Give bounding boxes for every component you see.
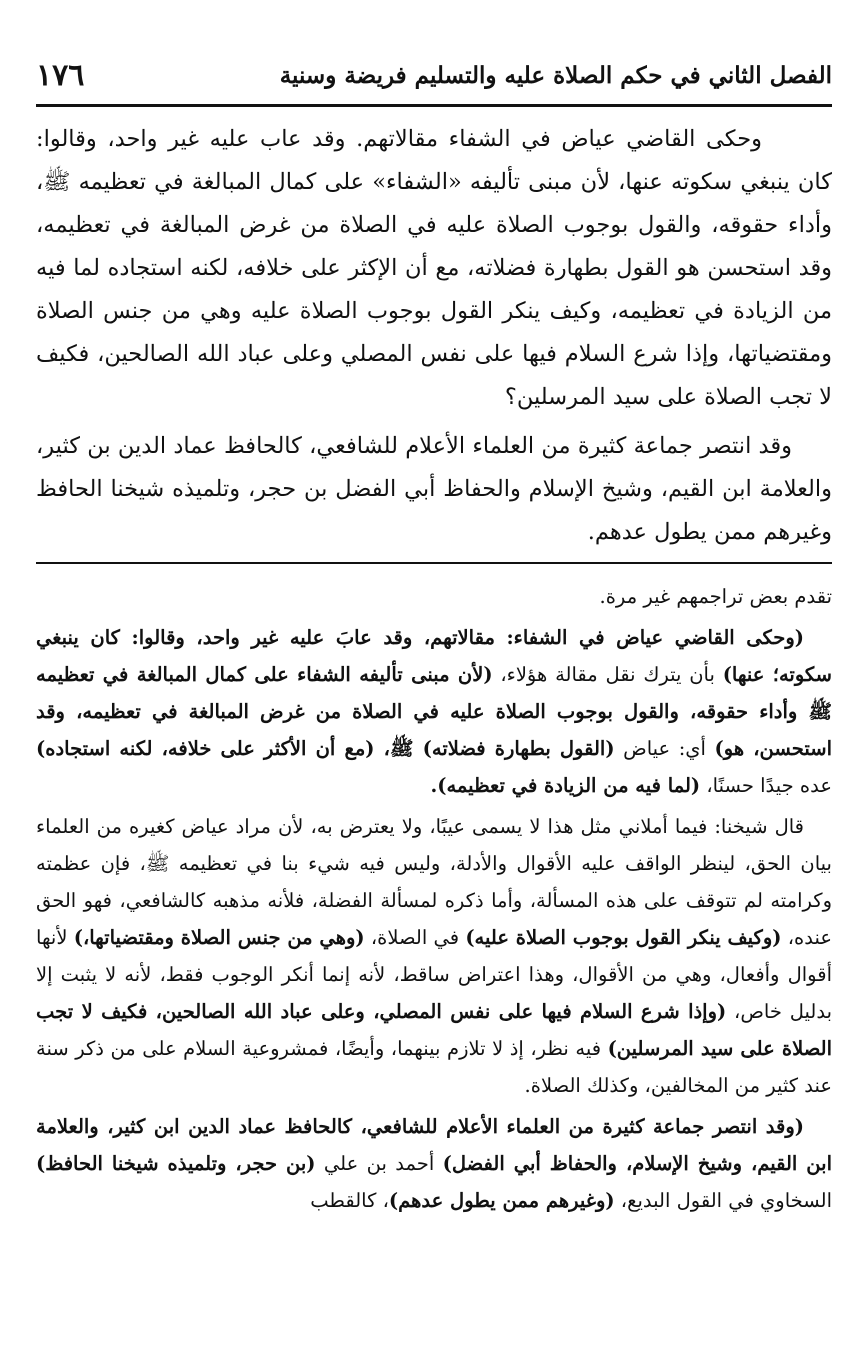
- commentary-segment: ، كالقطب: [310, 1189, 389, 1212]
- quoted-matn-segment: (بن حجر، وتلميذه شيخنا الحافظ): [36, 1152, 316, 1175]
- commentary-paragraph-1: [36, 619, 832, 804]
- commentary-segment: السخاوي في القول البديع،: [614, 1189, 832, 1212]
- quoted-matn-segment: (وقد انتصر جماعة كثيرة من العلماء الأعلام للشافعي، كالحافظ عماد الدين ابن كثير، والعلامة ابن القيم، وشيخ الإسلام، والحفاظ أبي الفضل): [36, 1115, 832, 1175]
- commentary-segment: أحمد بن علي: [315, 1152, 443, 1175]
- quoted-matn-segment: (وإذا شرع السلام فيها على نفس المصلي، وعلى عباد الله الصالحين، فكيف لا تجب الصلاة على سيد المرسلين): [36, 1000, 832, 1060]
- header-divider: [36, 104, 832, 107]
- quoted-matn-segment: (القول بطهارة فضلاته) ﷺ، (مع أن الأكثر على خلافه، لكنه استجاده): [36, 737, 615, 760]
- chapter-title: الفصل الثاني في حكم الصلاة عليه والتسليم فريضة وسنية: [279, 61, 832, 89]
- commentary-segment: بأن يترك نقل مقالة هؤلاء،: [492, 663, 723, 686]
- page-header: [36, 52, 832, 98]
- commentary-paragraph-3: [36, 1108, 832, 1219]
- quoted-matn-segment: (وهي من جنس الصلاة ومقتضياتها،): [73, 926, 365, 949]
- quoted-matn-segment: (وغيرهم ممن يطول عدهم): [388, 1189, 615, 1212]
- main-paragraph-1: وحكى القاضي عياض في الشفاء مقالاتهم. وقد عاب عليه غير واحد، وقالوا: كان ينبغي سكوته عنها، لأن مبنى تأليفه «الشفاء» على كمال المبالغة في تعظيمه ﷺ، وأداء حقوقه، والقول بوجوب الصلاة عليه في الصلاة من غرض المبالغة في تعظيمه، وقد استحسن هو القول بطهارة فضلاته، مع أن الإكثر على خلافه، لكنه استجاده لما فيه من الزيادة في تعظيمه، وكيف ينكر القول بوجوب الصلاة عليه وهي من جنس الصلاة ومقتضياتها، وإذا شرع السلام فيها على نفس المصلي وعلى عباد الله الصالحين، فكيف لا تجب الصلاة على سيد المرسلين؟: [36, 126, 832, 410]
- main-paragraph-2: وقد انتصر جماعة كثيرة من العلماء الأعلام للشافعي، كالحافظ عماد الدين بن كثير، والعلامة ابن القيم، وشيخ الإسلام والحفاظ أبي الفضل بن حجر، وتلميذه شيخنا الحافظ وغيرهم ممن يطول عدهم.: [36, 433, 832, 545]
- quoted-matn-segment: (لأن مبنى تأليفه الشفاء على كمال المبالغة في تعظيمه ﷺ وأداء حقوقه، والقول بوجوب الصلاة عليه في الصلاة من غرض المبالغة في تعظيمه، وقد استحسن، هو): [36, 663, 832, 760]
- commentary-paragraph-2: [36, 808, 832, 1104]
- commentary-segment: قال شيخنا: فيما أملاني مثل هذا لا يسمى عيبًا، ولا يعترض به، لأن مراد عياض كغيره من العلماء بيان الحق، لينظر الواقف عليه الأقوال والأدلة، وليس فيه شيء بنا في تعظيمه ﷺ، فإن عظمته وكرامته لم تتوقف على هذه المسألة، وأما ذكره لمسألة الفضلة، فلأنه مذهبه كالشافعي، فهو الحق عنده،: [36, 815, 832, 949]
- commentary-segment: فيه نظر، إذ لا تلازم بينهما، وأيضًا، فمشروعية السلام على من ذكر سنة عند كثير من المخالفين، وكذلك الصلاة.: [36, 1037, 832, 1097]
- commentary-segment: في الصلاة،: [364, 926, 466, 949]
- commentary-segment: عده جيدًا حسنًا،: [700, 774, 832, 797]
- quoted-matn-segment: (لما فيه من الزيادة في تعظيمه).: [430, 774, 701, 797]
- section-divider: [36, 562, 832, 564]
- quoted-matn-segment: (وحكى القاضي عياض في الشفاء: مقالاتهم، وقد عابَ عليه غير واحد، وقالوا: كان ينبغي سكوته؛ عنها): [36, 626, 833, 686]
- commentary-segment: لأنها أقوال وأفعال، وهي من الأقوال، وهذا اعتراض ساقط، لأنه إنما أنكر الوجوب فقط، لأنه لا يثبت إلا بدليل خاص،: [36, 926, 832, 1023]
- main-text: [36, 118, 832, 560]
- quoted-matn-segment: (وكيف ينكر القول بوجوب الصلاة عليه): [465, 926, 782, 949]
- commentary: [36, 578, 832, 1223]
- commentary-intro: تقدم بعض تراجمهم غير مرة.: [599, 585, 832, 608]
- page-number: ١٧٦: [36, 57, 85, 93]
- commentary-segment: أي: عياض: [614, 737, 715, 760]
